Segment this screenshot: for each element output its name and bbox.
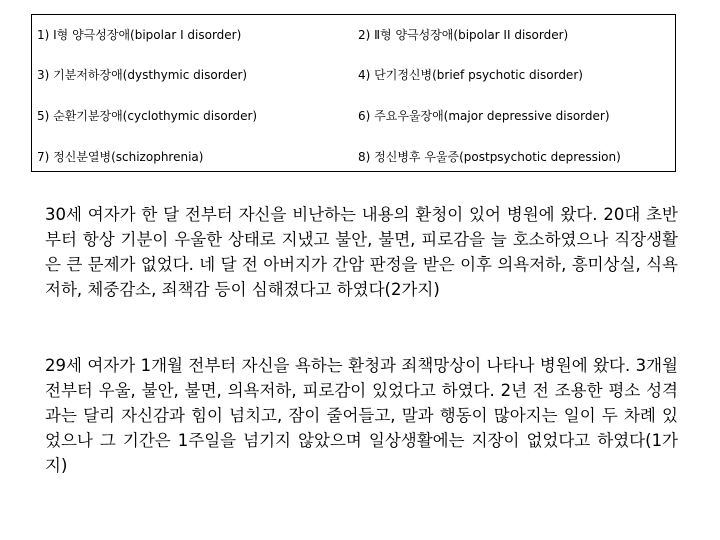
option-1: 1) Ⅰ형 양극성장애(bipolar I disorder): [37, 28, 242, 42]
option-8: 8) 정신병후 우울증(postpsychotic depression): [358, 150, 621, 164]
option-3: 3) 기분저하장애(dysthymic disorder): [37, 68, 248, 82]
option-7: 7) 정신분열병(schizophrenia): [37, 150, 204, 164]
answer-options-box: [31, 14, 676, 172]
option-6: 6) 주요우울장애(major depressive disorder): [358, 109, 610, 123]
option-5: 5) 순환기분장애(cyclothymic disorder): [37, 109, 258, 123]
case-1-text: 30세 여자가 한 달 전부터 자신을 비난하는 내용의 환청이 있어 병원에 왔다. 20대 초반부터 항상 기분이 우울한 상태로 지냈고 불안, 불면, 피로감을 늘 호소하였으나 직장생활은 큰 문제가 없었다. 네 달 전 아버지가 간암 판정을 받은 이후 의욕저하, 흥미상실, 식욕저하, 체중감소, 죄책감 등이 심해졌다고 하였다(2가지): [45, 205, 678, 299]
case-2-text: 29세 여자가 1개월 전부터 자신을 욕하는 환청과 죄책망상이 나타나 병원에 왔다. 3개월 전부터 우울, 불안, 불면, 의욕저하, 피로감이 있었다고 하였다. 2년 전 조용한 평소 성격과는 달리 자신감과 힘이 넘치고, 잠이 줄어들고, 말과 행동이 많아지는 일이 두 차례 있었으나 그 기간은 1주일을 넘기지 않았으며 일상생활에는 지장이 없었다고 하였다(1가지): [45, 356, 678, 475]
option-2: 2) Ⅱ형 양극성장애(bipolar II disorder): [358, 28, 569, 42]
option-4: 4) 단기정신병(brief psychotic disorder): [358, 68, 583, 82]
